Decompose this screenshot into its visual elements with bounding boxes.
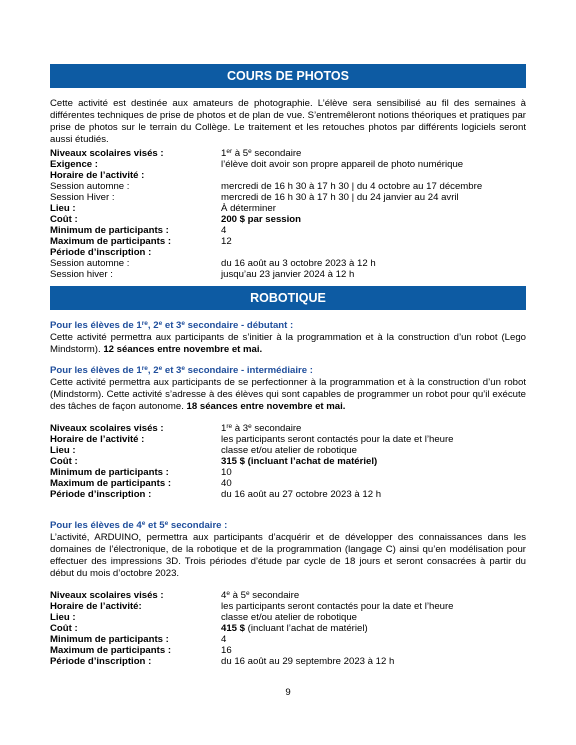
avance-niveaux-value: 4e à 5e secondaire xyxy=(221,590,300,601)
photos-max-label: Maximum de participants : xyxy=(50,236,172,247)
robotique-debutant-sessions: 12 séances entre novembre et mai. xyxy=(103,344,263,355)
robotique-max-value: 40 xyxy=(221,478,232,489)
avance-cout-value xyxy=(221,623,368,634)
robotique-debutant-text xyxy=(50,332,526,356)
photos-max-value: 12 xyxy=(221,236,232,247)
avance-cout-amount: 415 $ xyxy=(221,623,246,634)
robotique-debutant-heading: Pour les élèves de 1re, 2e et 3e secondaire - débutant : xyxy=(50,320,294,331)
avance-cout-label: Coût : xyxy=(50,623,78,634)
robotique-intermediaire-heading: Pour les élèves de 1re, 2e et 3e secondaire - intermédiaire : xyxy=(50,365,313,376)
robotique-intermediaire-text xyxy=(50,377,526,413)
robotique-niveaux-value: 1re à 3e secondaire xyxy=(221,423,302,434)
photos-hiver-label: Session Hiver : xyxy=(50,192,115,203)
photos-exigence-label: Exigence : xyxy=(50,159,98,170)
avance-horaire-value: les participants seront contactés pour la date et l’heure xyxy=(221,601,454,612)
robotique-niveaux-label: Niveaux scolaires visés : xyxy=(50,423,164,434)
robotique-cout-label: Coût : xyxy=(50,456,78,467)
robotique-intermediaire-sessions: 18 séances entre novembre et mai. xyxy=(186,401,346,412)
robotique-horaire-value: les participants seront contactés pour la date et l’heure xyxy=(221,434,454,445)
robotique-min-value: 10 xyxy=(221,467,232,478)
avance-max-label: Maximum de participants : xyxy=(50,645,172,656)
photos-insc-hiver-label: Session hiver : xyxy=(50,269,113,280)
avance-min-label: Minimum de participants : xyxy=(50,634,169,645)
robotique-avance-text: L’activité, ARDUINO, permettra aux participants d’acquérir et de développer des connaissances dans les domaines de l’électronique, de la robotique et de la programmation (langage C) ainsi qu’en modélisation pour effectuer des impressions 3D. Trois périodes d’étude par cycle de 18 jours et seront consacrées à partir du début du mois d’octobre 2023. xyxy=(50,532,526,579)
photos-automne-label: Session automne : xyxy=(50,181,130,192)
photos-description: Cette activité est destinée aux amateurs de photographie. L’élève sera sensibilisé au fil des semaines à différentes techniques de prise de photos et de plan de vue. S’entremêleront notions théoriques et pratiques par prise de photos sur le terrain du Collège. Le traitement et les retouches photos par différents logiciels seront aussi étudiés. xyxy=(50,98,526,145)
photos-insc-hiver-value: jusqu’au 23 janvier 2024 à 12 h xyxy=(221,269,355,280)
photos-lieu-label: Lieu : xyxy=(50,203,76,214)
avance-lieu-label: Lieu : xyxy=(50,612,76,623)
photos-cout-value: 200 $ par session xyxy=(221,214,301,225)
avance-periode-label: Période d’inscription : xyxy=(50,656,152,667)
robotique-max-label: Maximum de participants : xyxy=(50,478,172,489)
avance-periode-value: du 16 août au 29 septembre 2023 à 12 h xyxy=(221,656,395,667)
robotique-debutant-description: Cette activité permettra aux participants de s’initier à la programmation et à la construction d’un robot (Lego Mindstorm). xyxy=(50,332,526,355)
robotique-intermediaire-description: Cette activité permettra aux participants de se perfectionner à la programmation et à la construction d’un robot (Mindstorm). Cette activité s’adresse à des élèves qui sont capables de programmer un robot pour qu’il exécute des tâches de façon autonome. xyxy=(50,377,526,412)
photos-insc-automne-value: du 16 août au 3 octobre 2023 à 12 h xyxy=(221,258,376,269)
robotique-lieu-label: Lieu : xyxy=(50,445,76,456)
robotique-periode-label: Période d’inscription : xyxy=(50,489,152,500)
photos-horaire-label: Horaire de l’activité : xyxy=(50,170,145,181)
avance-min-value: 4 xyxy=(221,634,227,645)
photos-section-title: COURS DE PHOTOS xyxy=(50,64,526,88)
photos-niveaux-label: Niveaux scolaires visés : xyxy=(50,148,164,159)
photos-exigence-value: l’élève doit avoir son propre appareil de photo numérique xyxy=(221,159,464,170)
photos-insc-automne-label: Session automne : xyxy=(50,258,130,269)
page-number: 9 xyxy=(285,687,291,698)
avance-max-value: 16 xyxy=(221,645,232,656)
robotique-horaire-label: Horaire de l’activité : xyxy=(50,434,145,445)
robotique-section-title: ROBOTIQUE xyxy=(50,286,526,310)
photos-hiver-value: mercredi de 16 h 30 à 17 h 30 | du 24 janvier au 24 avril xyxy=(221,192,459,203)
photos-min-label: Minimum de participants : xyxy=(50,225,169,236)
photos-automne-value: mercredi de 16 h 30 à 17 h 30 | du 4 octobre au 17 décembre xyxy=(221,181,483,192)
photos-lieu-value: À déterminer xyxy=(221,203,276,214)
avance-lieu-value: classe et/ou atelier de robotique xyxy=(221,612,357,623)
robotique-periode-value: du 16 août au 27 octobre 2023 à 12 h xyxy=(221,489,382,500)
photos-periode-label: Période d’inscription : xyxy=(50,247,152,258)
photos-cout-label: Coût : xyxy=(50,214,78,225)
robotique-lieu-value: classe et/ou atelier de robotique xyxy=(221,445,357,456)
avance-horaire-label: Horaire de l’activité: xyxy=(50,601,142,612)
avance-cout-note: (incluant l’achat de matériel) xyxy=(245,623,368,634)
photos-niveaux-value: 1er à 5e secondaire xyxy=(221,148,302,159)
avance-niveaux-label: Niveaux scolaires visés : xyxy=(50,590,164,601)
photos-min-value: 4 xyxy=(221,225,227,236)
robotique-cout-value: 315 $ (incluant l’achat de matériel) xyxy=(221,456,378,467)
robotique-min-label: Minimum de participants : xyxy=(50,467,169,478)
robotique-avance-heading: Pour les élèves de 4e et 5e secondaire : xyxy=(50,520,228,531)
